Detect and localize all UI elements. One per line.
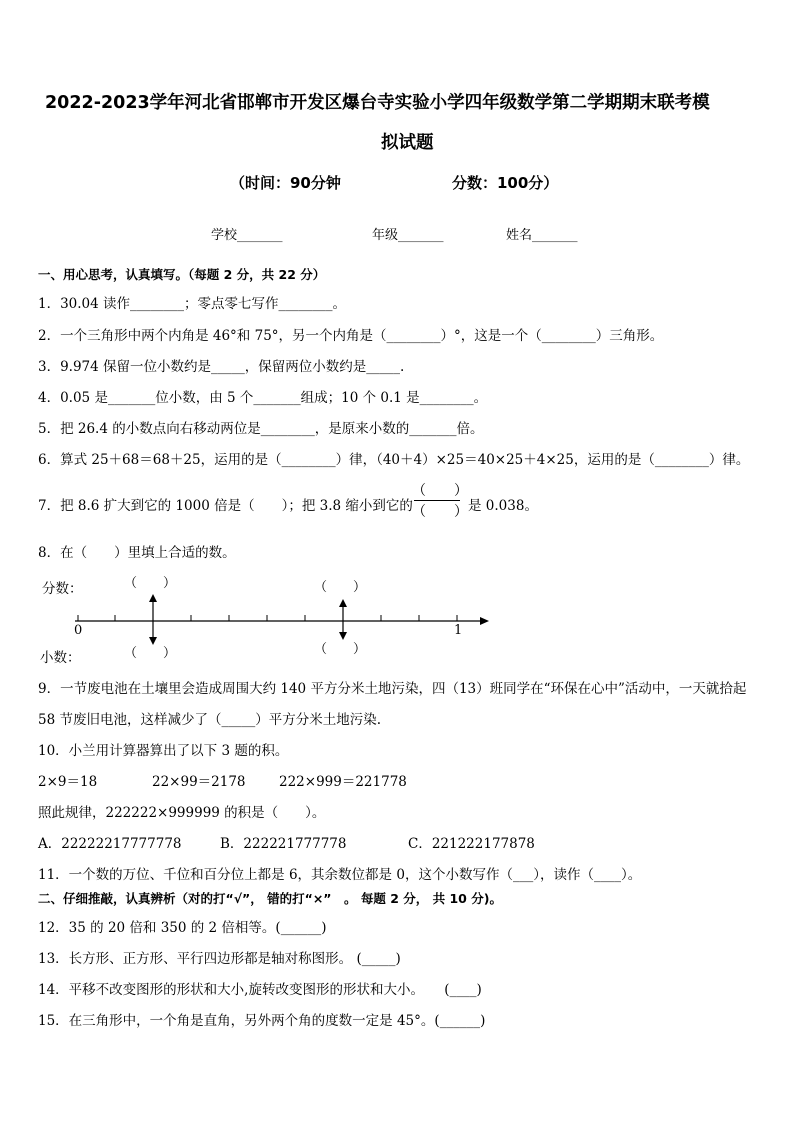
question-4: 4．0.05 是_______位小数，由 5 个_______组成；10 个 0.1 是________。 — [38, 390, 488, 406]
question-10-example-1: 2×9＝18 — [38, 774, 98, 790]
question-10-example-2: 22×99＝2178 — [152, 774, 246, 790]
section1-heading: 一、用心思考，认真填写。（每题 2 分，共 22 分） — [38, 267, 326, 282]
question-2: 2．一个三角形中两个内角是 46°和 75°，另一个内角是（________）°，这是一个（________）三角形。 — [38, 328, 664, 344]
question-15: 15．在三角形中，一个角是直角，另外两个角的度数一定是 45°。(______) — [38, 1013, 486, 1029]
tick-label-1: 1 — [454, 623, 463, 638]
option-a: A．22222217777778 — [38, 836, 182, 852]
question-9-line2: 58 节废旧电池，这样减少了（_____）平方分米土地污染. — [38, 712, 382, 728]
question-13: 13．长方形、正方形、平行四边形都是轴对称图形。 (_____) — [38, 951, 401, 967]
number-line-ticks — [78, 615, 457, 621]
question-10-prompt: 照此规律，222222×999999 的积是（ ）。 — [38, 805, 326, 821]
section2-heading: 二、仔细推敲，认真辨析（对的打“√”， 错的打“×” 。 每题 2 分， 共 10 分)。 — [38, 891, 502, 906]
option-c: C．221222177878 — [408, 836, 535, 852]
question-6: 6．算式 25＋68＝68＋25，运用的是（________）律，（40＋4）×25＝40×25＋4×25，运用的是（________）律。 — [38, 452, 750, 468]
question-10-example-3: 222×999＝221778 — [279, 774, 407, 790]
number-line-arrowhead — [480, 617, 489, 625]
question-7: 7．把 8.6 扩大到它的 1000 倍是（ ）；把 3.8 缩小到它的 — [38, 498, 413, 514]
question-12: 12．35 的 20 倍和 350 的 2 倍相等。(______) — [38, 920, 327, 936]
school-field: 学校_______ — [211, 228, 283, 243]
grade-field: 年级_______ — [372, 228, 444, 243]
fraction-numerator-blank: （ ） — [412, 483, 468, 499]
blank-decimal-1: （ ） — [124, 646, 177, 661]
exam-score: 分数：100分） — [452, 174, 559, 192]
option-b: B．222221777778 — [220, 836, 347, 852]
question-8: 8．在（ ）里填上合适的数。 — [38, 545, 236, 561]
exam-title-line1: 2022-2023学年河北省邯郸市开发区爆台寺实验小学四年级数学第二学期期末联考模 — [45, 93, 710, 113]
question-5: 5．把 26.4 的小数点向右移动两位是________，是原来小数的_______倍。 — [38, 421, 484, 437]
question-10: 10．小兰用计算器算出了以下 3 题的积。 — [38, 743, 289, 759]
name-field: 姓名_______ — [506, 228, 578, 243]
fraction-denominator-blank: （ ） — [412, 504, 468, 520]
blank-decimal-2: （ ） — [314, 642, 367, 657]
exam-time: （时间：90分钟 — [230, 174, 341, 192]
question-3: 3．9.974 保留一位小数约是_____，保留两位小数约是_____. — [38, 359, 405, 375]
exam-title-line2: 拟试题 — [381, 133, 434, 153]
number-line-decimal-label: 小数： — [40, 650, 81, 666]
number-line-fraction-label: 分数： — [42, 581, 83, 597]
question-11: 11．一个数的万位、千位和百分位上都是 6，其余数位都是 0，这个小数写作（___），读作（____）。 — [38, 867, 642, 883]
question-14: 14．平移不改变图形的形状和大小,旋转改变图形的形状和大小。 (____) — [38, 982, 482, 998]
question-1: 1．30.04 读作________；零点零七写作________。 — [38, 296, 347, 312]
question-7-tail: 是 0.038。 — [468, 498, 538, 514]
tick-label-0: 0 — [74, 623, 83, 638]
question-9-line1: 9．一节废电池在土壤里会造成周围大约 140 平方分米土地污染，四（13）班同学在“环保在心中”活动中，一天就拾起 — [38, 681, 747, 697]
blank-fraction-2: （ ） — [314, 580, 367, 595]
blank-fraction-1: （ ） — [124, 576, 177, 591]
